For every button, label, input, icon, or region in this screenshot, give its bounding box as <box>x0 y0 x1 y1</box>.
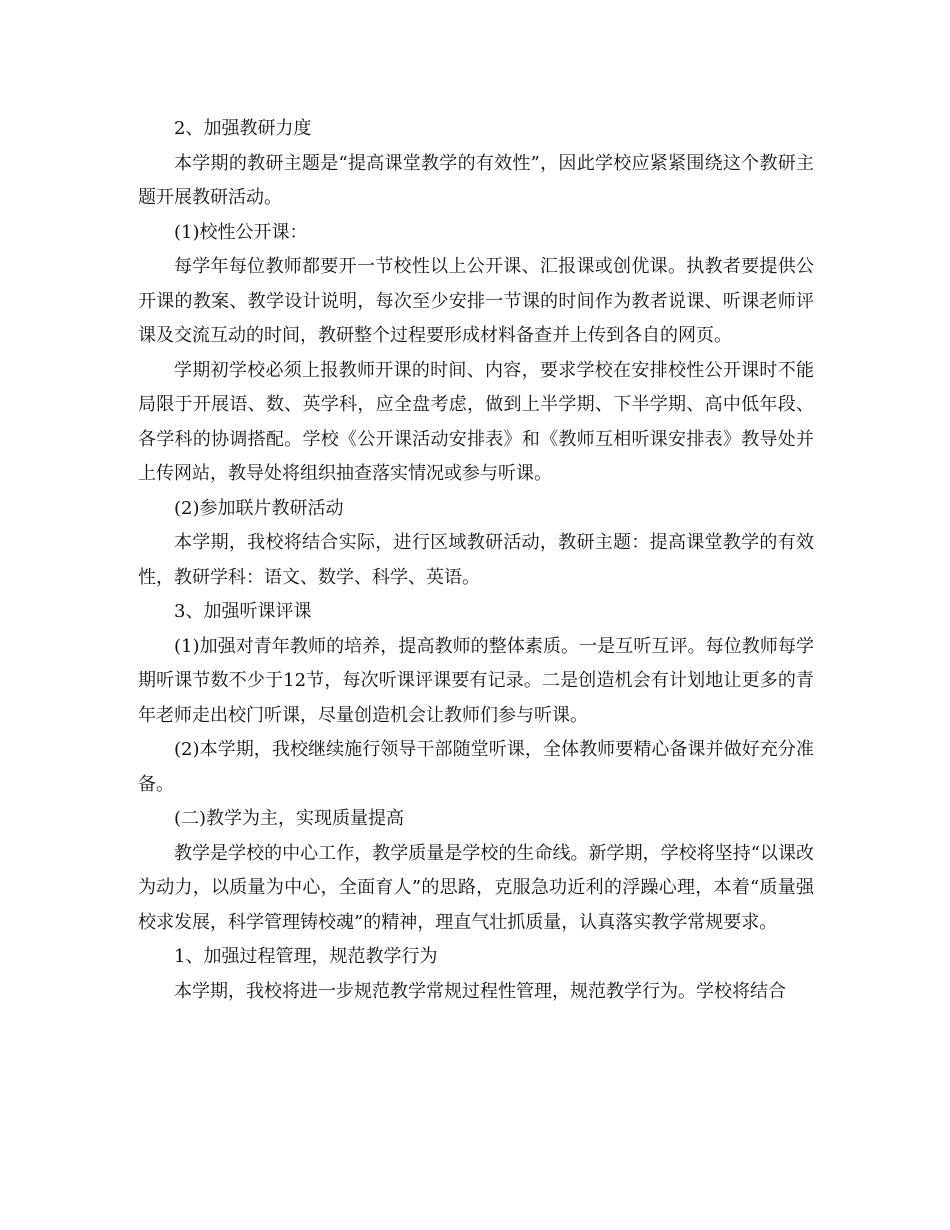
paragraph-open-class-requirements: 每学年每位教师都要开一节校性以上公开课、汇报课或创优课。执教者要提供公开课的教案、教学设计说明，每次至少安排一节课的时间作为教者说课、听课老师评课及交流互动的时间，教研整个过程要形成材料备查并上传到各自的网页。 <box>138 256 814 346</box>
heading-process-management: 1、加强过程管理，规范教学行为 <box>174 946 438 967</box>
heading-teaching-quality: (二)教学为主，实现质量提高 <box>174 808 405 829</box>
paragraph-process-management: 本学期，我校将进一步规范教学常规过程性管理，规范教学行为。学校将结合 <box>174 980 786 1002</box>
subheading-school-open-class: (1)校性公开课： <box>174 221 308 243</box>
heading-strengthen-teaching-research: 2、加强教研力度 <box>174 118 312 139</box>
paragraph-research-theme: 本学期的教研主题是“提高课堂教学的有效性”，因此学校应紧紧围绕这个教研主题开展教研活动。 <box>138 152 814 208</box>
document-body <box>138 112 814 1009</box>
paragraph-young-teachers: (1)加强对青年教师的培养，提高教师的整体素质。一是互听互评。每位教师每学期听课节数不少于12节，每次听课评课要有记录。二是创造机会有计划地让更多的青年老师走出校门听课，尽量创造机会让教师们参与听课。 <box>138 635 814 726</box>
paragraph-teaching-center: 教学是学校的中心工作，教学质量是学校的生命线。新学期，学校将坚持“以课改为动力，以质量为中心，全面育人”的思路，克服急功近利的浮躁心理，本着“质量强校求发展，科学管理铸校魂”的精神，理直气壮抓质量，认真落实教学常规要求。 <box>138 842 814 933</box>
paragraph-leader-observation: (2)本学期，我校继续施行领导干部随堂听课，全体教师要精心备课并做好充分准备。 <box>138 739 814 795</box>
paragraph-joint-research: 本学期，我校将结合实际，进行区域教研活动，教研主题：提高课堂教学的有效性，教研学科：语文、数学、科学、英语。 <box>138 532 814 588</box>
subheading-joint-research: (2)参加联片教研活动 <box>174 497 344 519</box>
heading-strengthen-class-observation: 3、加强听课评课 <box>174 601 312 622</box>
paragraph-open-class-schedule: 学期初学校必须上报教师开课的时间、内容，要求学校在安排校性公开课时不能局限于开展语、数、英学科，应全盘考虑，做到上半学期、下半学期、高中低年段、各学科的协调搭配。学校《公开课活动安排表》和《教师互相听课安排表》教导处并上传网站，教导处将组织抽查落实情况或参与听课。 <box>138 359 814 484</box>
